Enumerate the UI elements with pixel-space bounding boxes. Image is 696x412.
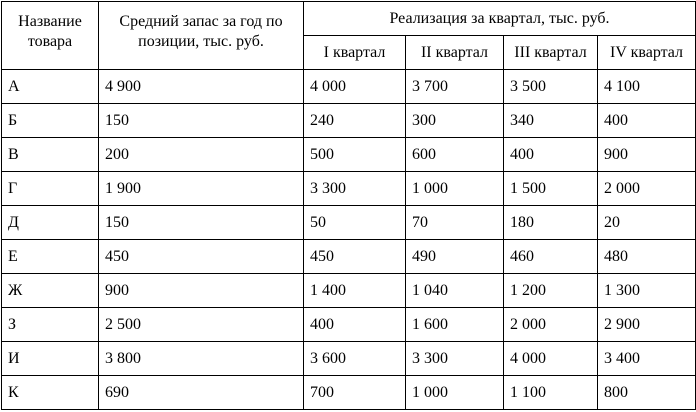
cell-q4: 2 000 bbox=[598, 172, 696, 206]
cell-q1: 500 bbox=[304, 138, 406, 172]
cell-stock: 450 bbox=[99, 240, 304, 274]
cell-stock: 3 800 bbox=[99, 342, 304, 376]
cell-q3: 2 000 bbox=[504, 308, 598, 342]
inventory-sales-table bbox=[1, 1, 696, 410]
cell-q4: 800 bbox=[598, 376, 696, 410]
table-row bbox=[2, 308, 696, 342]
table-row bbox=[2, 274, 696, 308]
table-row bbox=[2, 206, 696, 240]
cell-name: А bbox=[2, 70, 99, 104]
cell-q1: 3 300 bbox=[304, 172, 406, 206]
cell-name: Б bbox=[2, 104, 99, 138]
table-row bbox=[2, 138, 696, 172]
cell-q3: 4 000 bbox=[504, 342, 598, 376]
header-q1: I квартал bbox=[304, 36, 406, 70]
cell-stock: 690 bbox=[99, 376, 304, 410]
cell-q4: 20 bbox=[598, 206, 696, 240]
table-row bbox=[2, 70, 696, 104]
cell-q3: 400 bbox=[504, 138, 598, 172]
cell-stock: 200 bbox=[99, 138, 304, 172]
cell-stock: 150 bbox=[99, 104, 304, 138]
cell-q4: 1 300 bbox=[598, 274, 696, 308]
table-row bbox=[2, 376, 696, 410]
cell-q2: 1 000 bbox=[406, 376, 504, 410]
cell-q2: 3 300 bbox=[406, 342, 504, 376]
cell-q2: 1 000 bbox=[406, 172, 504, 206]
cell-name: К bbox=[2, 376, 99, 410]
cell-q1: 240 bbox=[304, 104, 406, 138]
cell-q4: 480 bbox=[598, 240, 696, 274]
cell-name: И bbox=[2, 342, 99, 376]
header-q4: IV квартал bbox=[598, 36, 696, 70]
cell-stock: 1 900 bbox=[99, 172, 304, 206]
cell-stock: 900 bbox=[99, 274, 304, 308]
cell-q4: 3 400 bbox=[598, 342, 696, 376]
header-quarterly-sales: Реализация за квартал, тыс. руб. bbox=[304, 2, 696, 36]
header-q3: III квартал bbox=[504, 36, 598, 70]
cell-q3: 340 bbox=[504, 104, 598, 138]
cell-q3: 3 500 bbox=[504, 70, 598, 104]
cell-q2: 70 bbox=[406, 206, 504, 240]
cell-q2: 3 700 bbox=[406, 70, 504, 104]
cell-q3: 180 bbox=[504, 206, 598, 240]
cell-q4: 2 900 bbox=[598, 308, 696, 342]
cell-q2: 1 600 bbox=[406, 308, 504, 342]
header-product-name: Название товара bbox=[2, 2, 99, 70]
table-row bbox=[2, 342, 696, 376]
cell-name: Г bbox=[2, 172, 99, 206]
cell-q2: 1 040 bbox=[406, 274, 504, 308]
cell-q1: 400 bbox=[304, 308, 406, 342]
cell-name: В bbox=[2, 138, 99, 172]
cell-q1: 50 bbox=[304, 206, 406, 240]
cell-q1: 450 bbox=[304, 240, 406, 274]
cell-q1: 3 600 bbox=[304, 342, 406, 376]
cell-q3: 1 200 bbox=[504, 274, 598, 308]
cell-name: Д bbox=[2, 206, 99, 240]
header-q2: II квартал bbox=[406, 36, 504, 70]
cell-stock: 150 bbox=[99, 206, 304, 240]
cell-name: З bbox=[2, 308, 99, 342]
cell-q2: 600 bbox=[406, 138, 504, 172]
cell-q1: 4 000 bbox=[304, 70, 406, 104]
table-row bbox=[2, 104, 696, 138]
cell-q1: 1 400 bbox=[304, 274, 406, 308]
cell-q3: 1 100 bbox=[504, 376, 598, 410]
cell-q4: 400 bbox=[598, 104, 696, 138]
cell-name: Е bbox=[2, 240, 99, 274]
cell-stock: 4 900 bbox=[99, 70, 304, 104]
cell-q4: 900 bbox=[598, 138, 696, 172]
cell-q3: 460 bbox=[504, 240, 598, 274]
cell-q3: 1 500 bbox=[504, 172, 598, 206]
header-average-stock: Средний запас за год по позиции, тыс. руб. bbox=[99, 2, 304, 70]
cell-q2: 300 bbox=[406, 104, 504, 138]
table-row bbox=[2, 240, 696, 274]
cell-stock: 2 500 bbox=[99, 308, 304, 342]
cell-q1: 700 bbox=[304, 376, 406, 410]
cell-q2: 490 bbox=[406, 240, 504, 274]
cell-q4: 4 100 bbox=[598, 70, 696, 104]
table-row bbox=[2, 172, 696, 206]
cell-name: Ж bbox=[2, 274, 99, 308]
